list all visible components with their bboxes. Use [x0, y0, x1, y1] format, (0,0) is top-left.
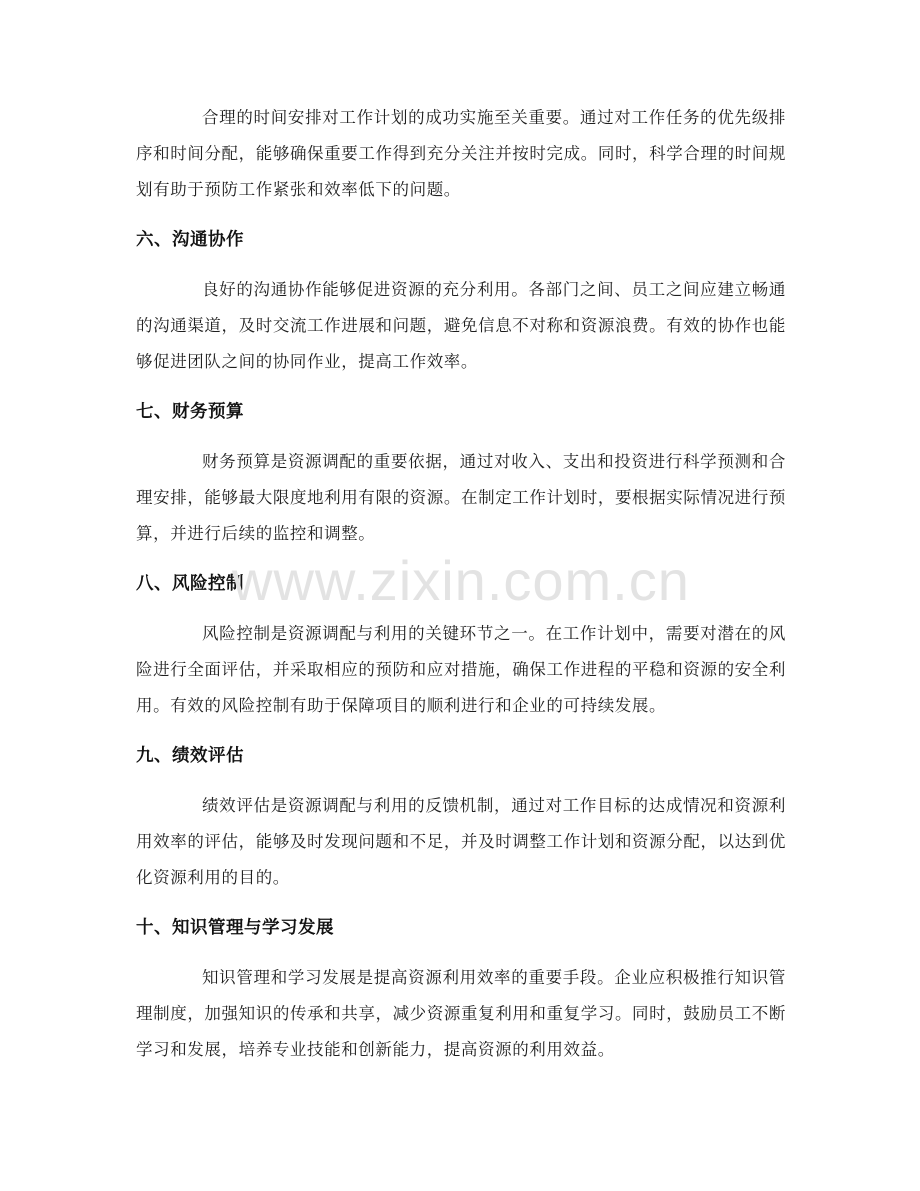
- section-body-10: 知识管理和学习发展是提高资源利用效率的重要手段。企业应积极推行知识管理制度，加强知识的传承和共享，减少资源重复利用和重复学习。同时，鼓励员工不断学习和发展，培养专业技能和创新能力，提高资源的利用效益。: [136, 968, 786, 1059]
- section-heading-7: 七、财务预算: [136, 402, 244, 422]
- watermark: www.zixin.com.cn: [232, 549, 690, 612]
- section-body-6: 良好的沟通协作能够促进资源的充分利用。各部门之间、员工之间应建立畅通的沟通渠道，及时交流工作进展和问题，避免信息不对称和资源浪费。有效的协作也能够促进团队之间的协同作业，提高工作效率。: [136, 280, 786, 371]
- section-heading-8: 八、风险控制: [136, 574, 244, 594]
- section-heading-10: 十、知识管理与学习发展: [136, 918, 334, 938]
- section-body-7: 财务预算是资源调配的重要依据，通过对收入、支出和投资进行科学预测和合理安排，能够最大限度地利用有限的资源。在制定工作计划时，要根据实际情况进行预算，并进行后续的监控和调整。: [136, 452, 786, 543]
- document-content: [136, 100, 786, 1068]
- section-heading-6: 六、沟通协作: [136, 230, 244, 250]
- section-body-9: 绩效评估是资源调配与利用的反馈机制，通过对工作目标的达成情况和资源利用效率的评估，能够及时发现问题和不足，并及时调整工作计划和资源分配，以达到优化资源利用的目的。: [136, 796, 786, 887]
- section-heading-9: 九、绩效评估: [136, 746, 244, 766]
- intro-paragraph: 合理的时间安排对工作计划的成功实施至关重要。通过对工作任务的优先级排序和时间分配，能够确保重要工作得到充分关注并按时完成。同时，科学合理的时间规划有助于预防工作紧张和效率低下的问题。: [136, 108, 786, 199]
- section-body-8: 风险控制是资源调配与利用的关键环节之一。在工作计划中，需要对潜在的风险进行全面评估，并采取相应的预防和应对措施，确保工作进程的平稳和资源的安全利用。有效的风险控制有助于保障项目的顺利进行和企业的可持续发展。: [136, 624, 786, 715]
